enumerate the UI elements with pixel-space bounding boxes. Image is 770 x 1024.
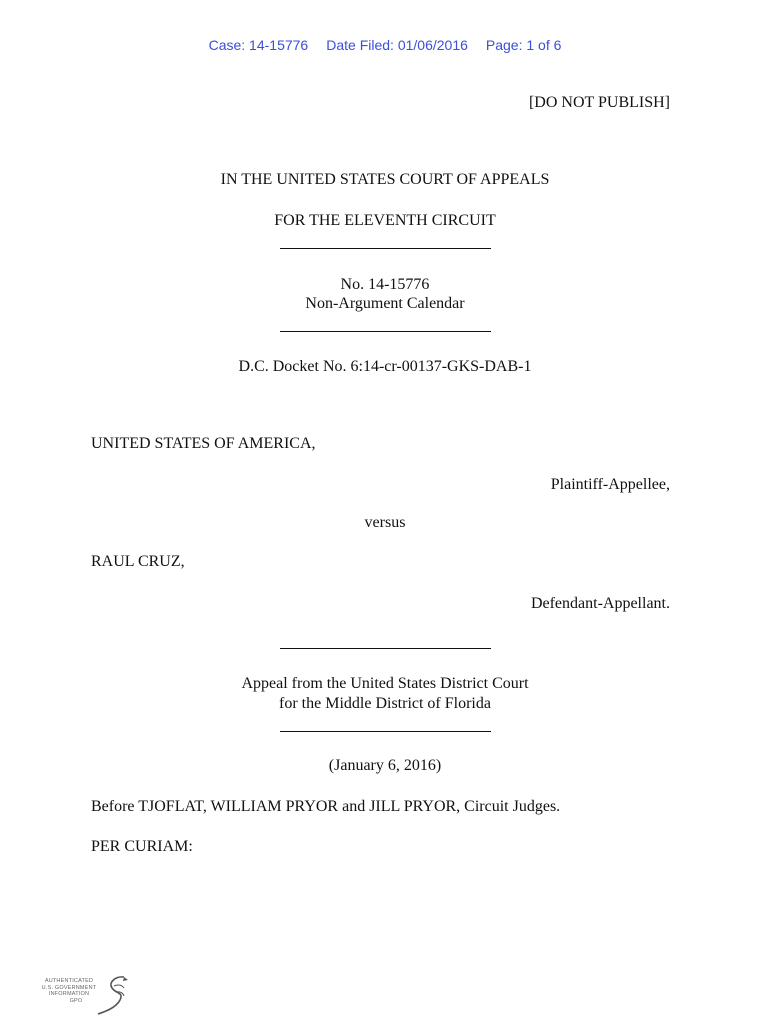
separator-rule <box>280 648 491 649</box>
separator-rule <box>280 731 491 732</box>
per-curiam-heading: PER CURIAM: <box>91 838 193 855</box>
docket-number: D.C. Docket No. 6:14-cr-00137-GKS-DAB-1 <box>238 358 532 375</box>
case-header-stamp <box>0 37 770 53</box>
circuit-name: FOR THE ELEVENTH CIRCUIT <box>274 212 496 229</box>
separator-rule <box>280 248 491 249</box>
date-filed-stamp: Date Filed: 01/06/2016 <box>326 37 468 53</box>
panel-judges: Before TJOFLAT, WILLIAM PRYOR and JILL PRYOR, Circuit Judges. <box>91 798 561 815</box>
case-number-stamp: Case: 14-15776 <box>208 37 309 53</box>
appeal-origin-line1: Appeal from the United States District Court <box>241 675 529 692</box>
page-count-stamp: Page: 1 of 6 <box>485 37 562 53</box>
case-number: No. 14-15776 <box>340 276 430 293</box>
gpo-authentication-seal <box>38 974 130 1016</box>
versus-label: versus <box>364 514 406 531</box>
publish-notice: [DO NOT PUBLISH] <box>528 94 670 111</box>
decision-date: (January 6, 2016) <box>328 757 442 774</box>
gpo-seal-text: AUTHENTICATED U.S. GOVERNMENT INFORMATION GPO <box>41 978 97 1004</box>
defendant-name: RAUL CRUZ, <box>91 553 185 570</box>
plaintiff-name: UNITED STATES OF AMERICA, <box>91 435 316 452</box>
court-name: IN THE UNITED STATES COURT OF APPEALS <box>220 171 550 188</box>
defendant-role: Defendant-Appellant. <box>530 595 670 612</box>
separator-rule <box>280 331 491 332</box>
calendar-type: Non-Argument Calendar <box>305 295 465 312</box>
eagle-icon <box>94 974 130 1016</box>
appeal-origin-line2: for the Middle District of Florida <box>279 695 491 712</box>
plaintiff-role: Plaintiff-Appellee, <box>550 476 670 493</box>
